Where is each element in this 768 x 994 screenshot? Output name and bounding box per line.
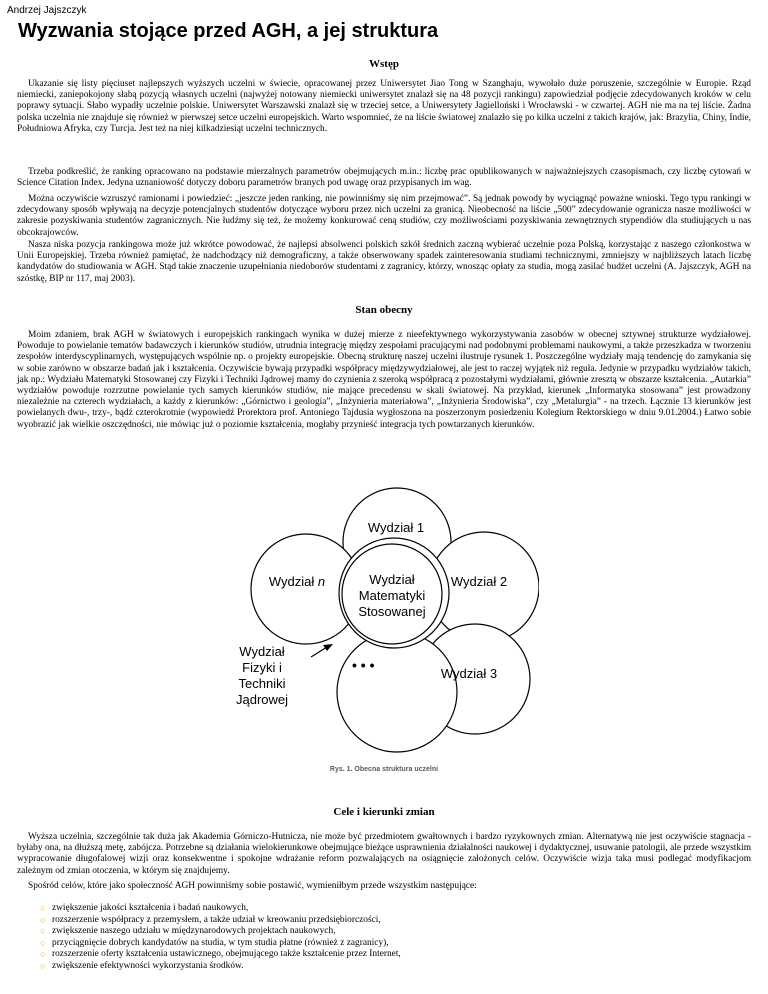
physics-arrow: [311, 647, 327, 657]
physics-label-line-4: Jądrowej: [235, 692, 289, 707]
goals-paragraph-1: Wyższa uczelnia, szczególnie tak duża jak Akademia Górniczo-Hutnicza, nie może być przedmiotem gwałtownych i bardzo ryzykownych zmian. Alternatywą nie jest oczywiście stagnacja - byłaby ona, na dłuższą metę, zabójcza. Potrzebne są działania wielokierunkowe obejmujące bieżące usprawnienia działalności naukowej i dydaktycznej, usuwanie patologii, ale przede wszystkim wypracowanie długofalowej wizji oraz konsekwentne i spokojne wdrażanie reform pozwalających na osiągnięcie założonych celów. Oczywiście wizja taka musi podlegać modyfikacjom zależnym od zmian otoczenia, w którym się znajdujemy.: [17, 832, 751, 876]
math-label-line-1: Wydział: [369, 572, 415, 587]
list-item: ○ rozszerzenie współpracy z przemysłem, a także udział w kreowaniu przedsiębiorczości,: [40, 914, 381, 925]
dept-3-label: Wydział 3: [440, 666, 498, 681]
physics-label-line-3: Techniki: [238, 676, 286, 691]
goals-paragraph-2: Spośród celów, które jako społeczność AGH powinniśmy sobie postawić, wymieniłbym przede wszystkim następujące:: [28, 881, 477, 891]
list-item: ○ rozszerzenie oferty kształcenia ustawicznego, obejmującego także kształcenie przez Internet,: [40, 949, 401, 960]
intro-paragraph-2: Trzeba podkreślić, że ranking opracowano na podstawie mierzalnych parametrów obejmujących m.in.: liczbę prac opublikowanych w najważniejszych czasopismach, czy liczbę cytowań w Science Citation Index. Jedyna uznaniowość dotyczy doboru parametrów branych pod uwagę oraz przypisanych im wag.: [17, 167, 751, 189]
math-label-line-3: Stosowanej: [358, 604, 426, 619]
section-heading-intro: Wstęp: [369, 58, 399, 70]
list-item: ○ przyciągnięcie dobrych kandydatów na studia, w tym studia płatne (również z zagranicy),: [40, 937, 389, 948]
dept-1-label: Wydział 1: [367, 520, 425, 535]
dept-n-label: Wydział n: [268, 574, 326, 589]
goals-list: [40, 903, 401, 973]
physics-label-line-2: Fizyki i: [242, 660, 282, 675]
circle-bullet-icon: ○: [40, 937, 46, 948]
list-item: ○ zwiększenie naszego udziału w międzynarodowych projektach naukowych,: [40, 926, 336, 937]
figure-caption: Rys. 1. Obecna struktura uczelni: [329, 766, 439, 773]
structure-diagram: [229, 487, 539, 762]
ellipsis-dots: • • •: [352, 657, 375, 673]
circle-bullet-icon: ○: [40, 960, 46, 971]
intro-paragraph-4: Nasza niska pozycja rankingowa może już wkrótce powodować, że najlepsi absolwenci polskich szkół średnich zaczną wybierać uczelnie poza Polską, korzystając z naszego członkostwa w Unii Europejskiej. Trzeba również pamiętać, że nadchodzący niż demograficzny, a także obserwowany spadek zainteresowania studiami technicznymi, zmniejszy w najbliższych latach liczbę kandydatów do studiowania w AGH. Stąd takie znaczenie uzupełniania niedoborów studentami z zagranicy, którzy, wnosząc opłaty za studia, mogą zasilać budżet uczelni (A. Jajszczyk, AGH na szóstkę, BIP nr 117, maj 2003).: [17, 240, 751, 284]
intro-paragraph-1: Ukazanie się listy pięciuset najlepszych wyższych uczelni w świecie, opracowanej przez Uniwersytet Jiao Tong w Szanghaju, wywołało duże poruszenie, szczególnie w Europie. Rząd niemiecki, zaniepokojony słabą pozycją własnych uczelni (najwyżej notowany niemiecki uniwersytet znalazł się na 48 pozycji rankingu) zapowiedział podjęcie zdecydowanych kroków w celu poprawy sytuacji. Słabo wypadły uczelnie polskie. Uniwersytet Warszawski znalazł się w trzeciej setce, a Uniwersytety Jagielloński i Wrocławski - w czwartej. AGH nie ma na tej liście. Żadna polska uczelnia nie znajduje się również w pierwszej setce uczelni europejskich. Warto wspomnieć, że na liście światowej znalazło się po kilka uczelni z takich krajów, jak: Brazylia, Chiny, Indie, Południowa Afryka, czy Turcja. Jest też na niej kilkadziesiąt uczelni technicznych.: [17, 79, 751, 134]
math-label-line-2: Matematyki: [358, 588, 426, 603]
physics-label-line-1: Wydział: [239, 644, 285, 659]
dept-2-label: Wydział 2: [450, 574, 508, 589]
author-name: Andrzej Jajszczyk: [7, 5, 87, 16]
circle-bullet-icon: ○: [40, 926, 46, 937]
section-heading-current: Stan obecny: [355, 304, 413, 316]
circle-bullet-icon: ○: [40, 949, 46, 960]
section-heading-goals: Cele i kierunki zmian: [333, 806, 435, 818]
current-paragraph-1: Moim zdaniem, brak AGH w światowych i europejskich rankingach wynika w dużej mierze z nieefektywnego wykorzystywania zasobów w obecnej sztywnej strukturze wydziałowej. Powoduje to powielanie tematów badawczych i kierunków studiów, utrudnia integrację między zespołami pracującymi nad podobnymi problemami naukowymi, a także przeszkadza w tworzeniu zespołów interdyscyplinarnych, występujących wspólnie np. o projekty europejskie. Obecną strukturę naszej uczelni ilustruje rysunek 1. Poszczególne wydziały mają tendencję do zamykania się w sobie zarówno w obszarze badań jak i kształcenia. Oczywiście bywają przypadki współpracy międzywydziałowej, ale jest to raczej wyjątek niż reguła. Jedynie w przypadku wydziałów takich, jak np.: Wydziału Matematyki Stosowanej czy Fizyki i Techniki Jądrowej mamy do czynienia z szeroką współpracą z pozostałymi wydziałami, głównie zresztą w obszarze kształcenia. „Autarkia” wydziałów powoduje rozrzutne powielanie tych samych kierunków studiów, nie mające precedensu w skali światowej. Na przykład, kierunek „Informatyka stosowana” jest prowadzony niezależnie na czterech wydziałach, a każdy z kierunków: „Górnictwo i geologia”, „Inżynieria materiałowa”, „Inżynieria Środowiska”, czy „Metalurgia” - na trzech. Łącznie 13 kierunków jest powielanych dwu-, trzy-, bądź czterokrotnie (wypowiedź Prorektora prof. Antoniego Tajdusia wygłoszona na poszerzonym posiedzeniu Kolegium Rektorskiego w dniu 9.01.2004.) Łatwo sobie wyobrazić jak wielkie oszczędności, nie mówiąc już o poziomie kształcenia, mogłaby przynieść integracja tych powtarzanych kierunków.: [17, 330, 751, 430]
circle-bullet-icon: ○: [40, 914, 46, 925]
list-item: ○ zwiększenie efektywności wykorzystania środków.: [40, 960, 244, 971]
circle-physics: [337, 632, 457, 752]
list-item: ○ zwiększenie jakości kształcenia i badań naukowych,: [40, 903, 249, 913]
physics-arrow-head: [323, 644, 333, 651]
intro-paragraph-3: Można oczywiście wzruszyć ramionami i powiedzieć: „jeszcze jeden ranking, nie powinniśmy się nim przejmować”. Są jednak powody by wyciągnąć poważne wnioski. Tego typu rankingi w zdecydowany sposób wpływają na decyzje potencjalnych studentów dotyczące wyboru przez nich uczelni za granicą. Nieobecność na liście „500” zdecydowanie ogranicza nasze możliwości w zakresie pozyskiwania studentów zagranicznych. Nie łudźmy się też, że możemy konkurować ceną studiów, czy możliwościami pozyskiwania zewnętrznych stypendiów dla studiujących u nas obcokrajowców.: [17, 194, 751, 238]
circle-bullet-icon: ○: [40, 903, 46, 913]
page-title: Wyzwania stojące przed AGH, a jej struktura: [18, 20, 439, 42]
